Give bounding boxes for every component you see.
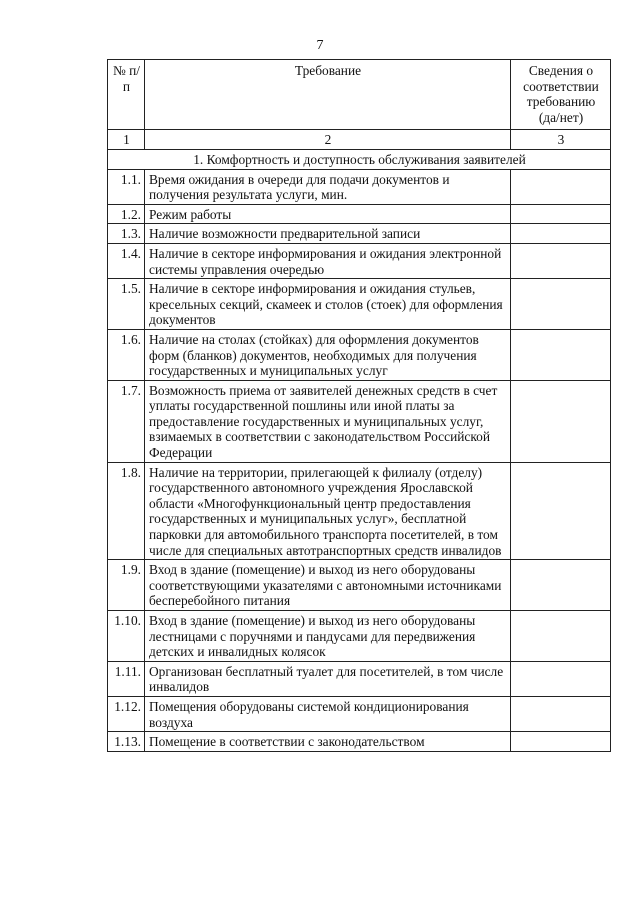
table-row — [108, 204, 611, 224]
requirement-text: Наличие на столах (стойках) для оформления документов форм (бланков) документов, необходимых для получения государственных и муниципальных услуг — [145, 329, 511, 380]
row-number: 1.2. — [108, 204, 145, 224]
row-number: 1.4. — [108, 243, 145, 278]
compliance-cell[interactable] — [511, 169, 611, 204]
compliance-cell[interactable] — [511, 661, 611, 696]
column-index-row — [108, 130, 611, 150]
table-row — [108, 169, 611, 204]
header-number: № п/п — [108, 60, 145, 130]
compliance-cell[interactable] — [511, 243, 611, 278]
table-row — [108, 224, 611, 244]
column-index: 3 — [511, 130, 611, 150]
section-title: 1. Комфортность и доступность обслуживания заявителей — [108, 149, 611, 169]
requirement-text: Наличие возможности предварительной записи — [145, 224, 511, 244]
requirement-text: Режим работы — [145, 204, 511, 224]
section-row — [108, 149, 611, 169]
compliance-cell[interactable] — [511, 611, 611, 662]
table-header-row — [108, 60, 611, 130]
row-number: 1.3. — [108, 224, 145, 244]
table-row — [108, 696, 611, 731]
row-number: 1.11. — [108, 661, 145, 696]
row-number: 1.7. — [108, 380, 145, 462]
table-row — [108, 279, 611, 330]
table-row — [108, 462, 611, 560]
compliance-cell[interactable] — [511, 732, 611, 752]
row-number: 1.9. — [108, 560, 145, 611]
requirement-text: Вход в здание (помещение) и выход из него оборудованы соответствующими указателями с автономными источниками бесперебойного питания — [145, 560, 511, 611]
row-number: 1.1. — [108, 169, 145, 204]
compliance-cell[interactable] — [511, 696, 611, 731]
page-number: 7 — [316, 38, 324, 53]
compliance-cell[interactable] — [511, 560, 611, 611]
row-number: 1.13. — [108, 732, 145, 752]
compliance-cell[interactable] — [511, 279, 611, 330]
requirement-text: Вход в здание (помещение) и выход из него оборудованы лестницами с поручнями и пандусами для передвижения детских и инвалидных колясок — [145, 611, 511, 662]
requirement-text: Наличие в секторе информирования и ожидания электронной системы управления очередью — [145, 243, 511, 278]
compliance-cell[interactable] — [511, 224, 611, 244]
row-number: 1.12. — [108, 696, 145, 731]
row-number: 1.10. — [108, 611, 145, 662]
requirement-text: Организован бесплатный туалет для посетителей, в том числе инвалидов — [145, 661, 511, 696]
table-row — [108, 732, 611, 752]
table-row — [108, 611, 611, 662]
row-number: 1.8. — [108, 462, 145, 560]
row-number: 1.6. — [108, 329, 145, 380]
requirement-text: Возможность приема от заявителей денежных средств в счет уплаты государственной пошлины или иной платы за предоставление государственных и муниципальных услуг, взимаемых в соответствии с законодательством Российской Федерации — [145, 380, 511, 462]
table-row — [108, 243, 611, 278]
header-compliance: Сведения о соответствии требованию (да/нет) — [511, 60, 611, 130]
table-row — [108, 380, 611, 462]
table-row — [108, 661, 611, 696]
requirement-text: Наличие на территории, прилегающей к филиалу (отделу) государственного автономного учреждения Ярославской области «Многофункциональный центр предоставления государственных и муниципальных услуг», бесплатной парковки для автомобильного транспорта посетителей, в том числе для специальных автотранспортных средств инвалидов — [145, 462, 511, 560]
compliance-cell[interactable] — [511, 462, 611, 560]
compliance-cell[interactable] — [511, 204, 611, 224]
compliance-cell[interactable] — [511, 380, 611, 462]
row-number: 1.5. — [108, 279, 145, 330]
requirement-text: Помещения оборудованы системой кондиционирования воздуха — [145, 696, 511, 731]
column-index: 1 — [108, 130, 145, 150]
header-requirement: Требование — [145, 60, 511, 130]
table-row — [108, 560, 611, 611]
table-row — [108, 329, 611, 380]
requirement-text: Время ожидания в очереди для подачи документов и получения результата услуги, мин. — [145, 169, 511, 204]
requirements-table — [107, 59, 611, 752]
requirement-text: Наличие в секторе информирования и ожидания стульев, кресельных секций, скамеек и столов (стоек) для оформления документов — [145, 279, 511, 330]
requirement-text: Помещение в соответствии с законодательством — [145, 732, 511, 752]
compliance-cell[interactable] — [511, 329, 611, 380]
column-index: 2 — [145, 130, 511, 150]
